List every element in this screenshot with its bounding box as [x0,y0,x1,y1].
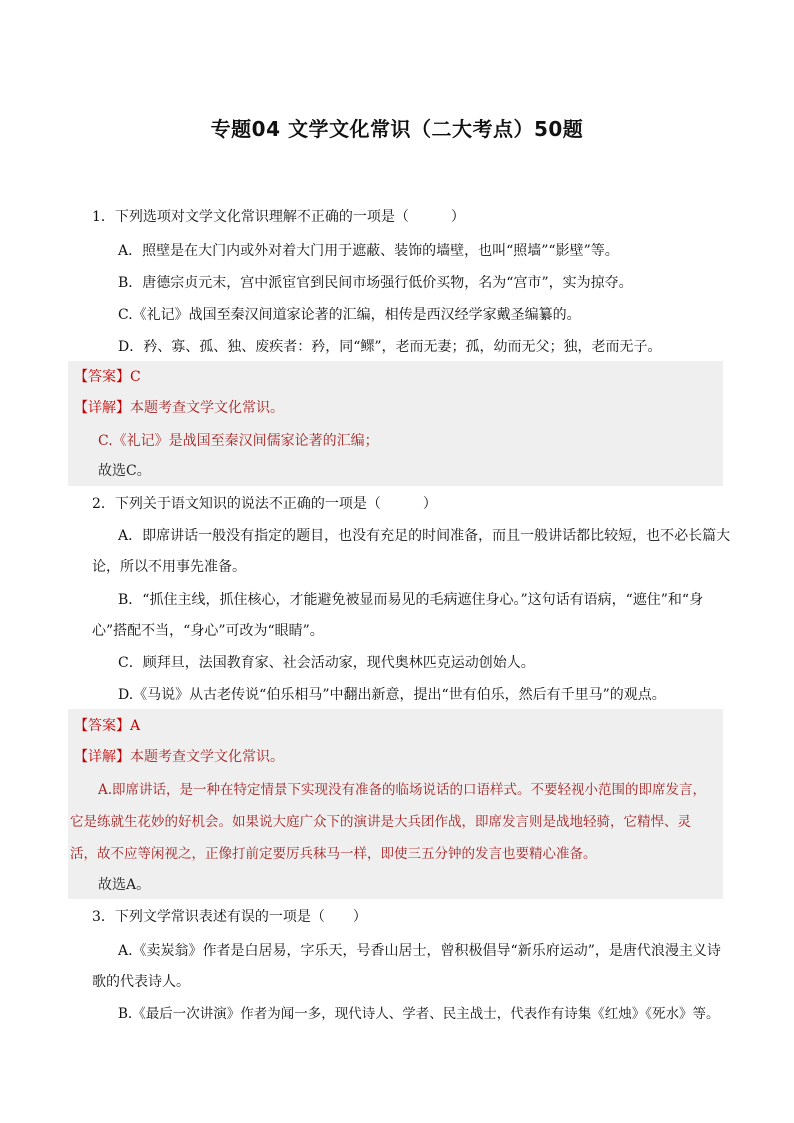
question-2-explanation-line-3: 活，故不应等闲视之，正像打前定要厉兵秣马一样，即使三五分钟的发言也要精心准备。 [70,846,597,862]
question-1-answer-panel [68,361,723,486]
page-title: 专题04 文学文化常识（二大考点）50题 [210,117,584,141]
question-3-option-a-line-2: 歌的代表诗人。 [92,974,190,990]
question-2-option-d: D.《马说》从古老传说“伯乐相马”中翻出新意，提出“世有伯乐，然后有千里马”的观点。 [118,687,666,703]
question-1-option-b: B．唐德宗贞元末，宫中派宦官到民间市场强行低价买物，名为“宫市”，实为掠夺。 [118,275,633,291]
answer-label: 【答案】 [74,369,130,385]
question-2-option-a-line-2: 论，所以不用事先准备。 [92,559,246,575]
answer-value: A [130,718,141,734]
question-1-option-a: A．照壁是在大门内或外对着大门用于遮蔽、装饰的墙壁，也叫“照墙”“影壁”等。 [118,243,619,259]
question-2-option-b-line-2: 心”搭配不当，“身心”可改为“眼睛”。 [92,623,324,639]
question-1-option-c: C.《礼记》战国至秦汉间道家论著的汇编，相传是西汉经学家戴圣编纂的。 [118,307,581,323]
detail-text: 本题考查文学文化常识。 [130,749,284,765]
detail-label: 【详解】 [74,400,130,416]
question-1-answer [74,366,141,388]
question-1-explanation: C.《礼记》是战国至秦汉间儒家论著的汇编； [98,433,379,449]
detail-label: 【详解】 [74,749,130,765]
question-3-option-a-line-1: A.《卖炭翁》作者是白居易，字乐天，号香山居士，曾积极倡导“新乐府运动”，是唐代浪漫主义诗 [118,943,721,959]
question-1-option-d: D．矜、寡、孤、独、废疾者：矜，同“鳏”，老而无妻；孤，幼而无父；独，老而无子。 [118,339,662,355]
question-2-stem: 2．下列关于语文知识的说法不正确的一项是（ ） [92,496,437,512]
question-2-conclusion: 故选A。 [98,877,151,893]
answer-label: 【答案】 [74,718,130,734]
question-2-option-a-line-1: A．即席讲话一般没有指定的题目，也没有充足的时间准备，而且一般讲话都比较短，也不必长篇大 [118,528,731,544]
question-3-stem: 3．下列文学常识表述有误的一项是（ ） [92,909,367,925]
question-2-detail [74,746,284,768]
question-1-stem: 1．下列选项对文学文化常识理解不正确的一项是（ ） [92,209,465,225]
answer-value: C [130,369,141,385]
question-2-answer-panel [68,709,723,899]
detail-text: 本题考查文学文化常识。 [130,400,284,416]
question-1-conclusion: 故选C。 [98,463,151,479]
question-2-option-c: C．顾拜旦，法国教育家、社会活动家，现代奥林匹克运动创始人。 [118,655,535,671]
question-2-answer [74,715,140,737]
question-1-detail [74,397,284,419]
question-2-explanation-line-2: 它是练就生花妙的好机会。如果说大庭广众下的演讲是大兵团作战，即席发言则是战地轻骑，它精悍、灵 [70,814,691,830]
question-2-explanation-line-1: A.即席讲话，是一种在特定情景下实现没有准备的临场说话的口语样式。不要轻视小范围的即席发言， [98,782,707,798]
question-2-option-b-line-1: B．“抓住主线，抓住核心，才能避免被显而易见的毛病遮住身心。”这句话有语病，“遮住”和“身 [118,592,704,608]
question-3-option-b: B.《最后一次讲演》作者为闻一多，现代诗人、学者、民主战士，代表作有诗集《红烛》《死水》等。 [118,1006,720,1022]
